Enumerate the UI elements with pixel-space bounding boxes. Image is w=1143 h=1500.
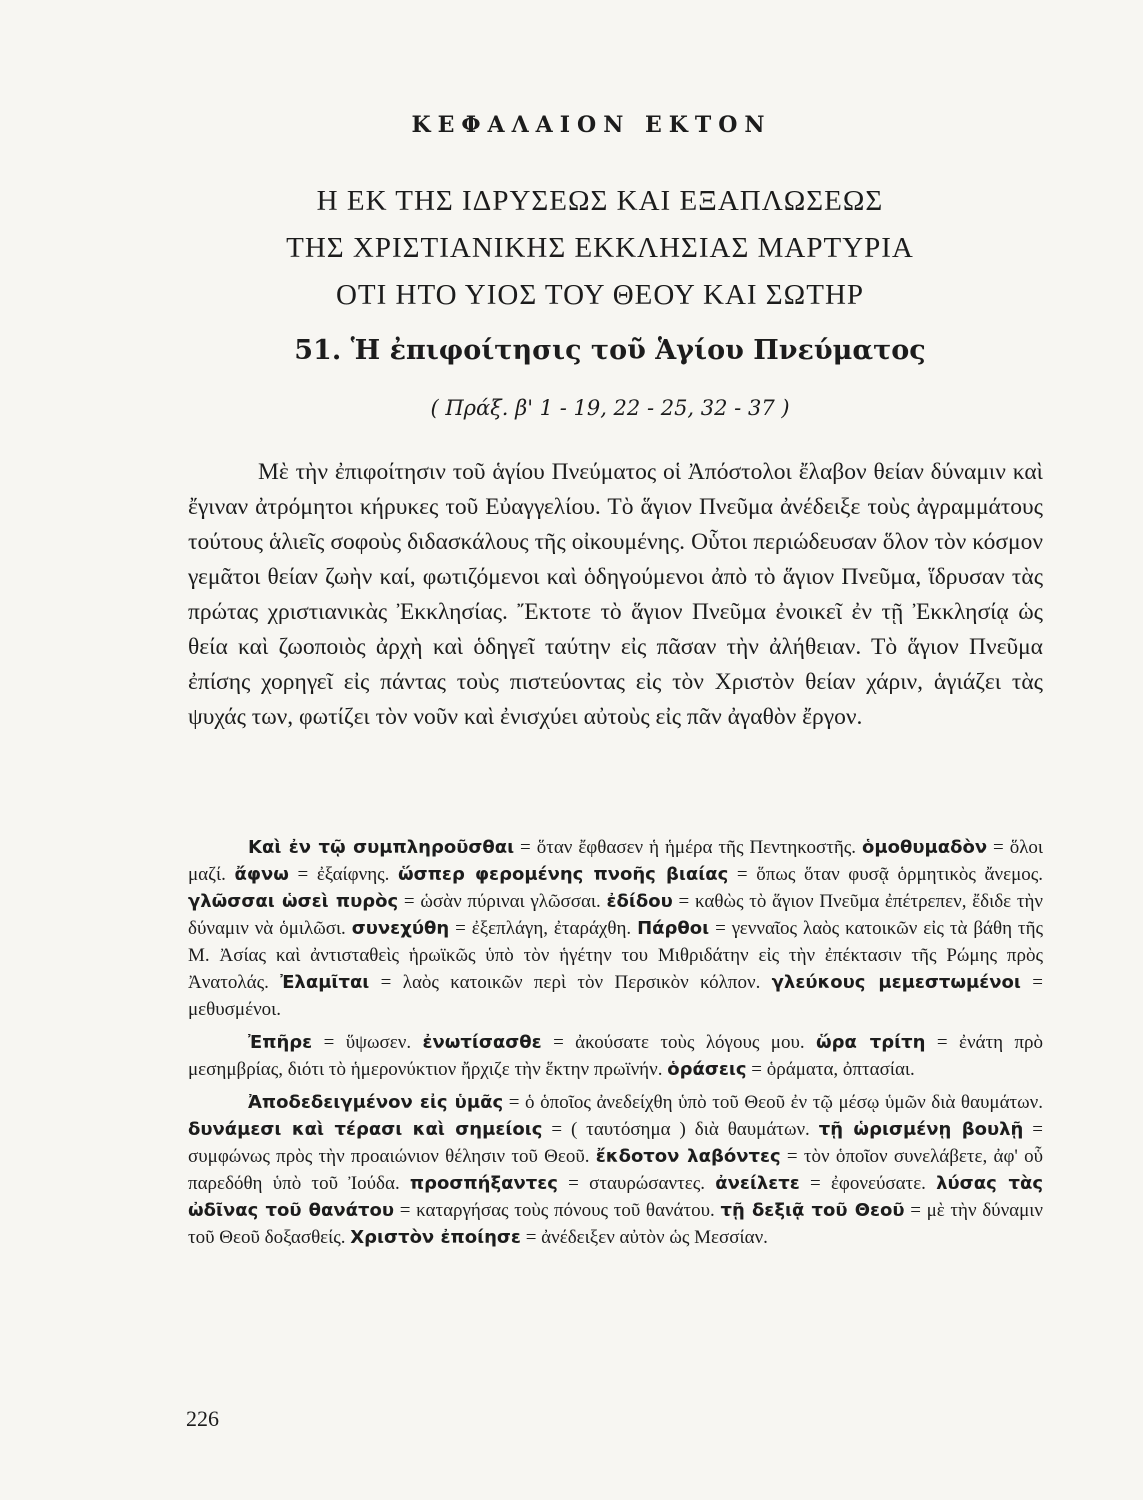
glossary-term: Καὶ ἐν τῷ συμπληροῦσθαι [248, 837, 515, 858]
main-paragraph: Μὲ τὴν ἐπιφοίτησιν τοῦ ἁγίου Πνεύματος οἱ Ἀπόστολοι ἔλαβον θείαν δύναμιν καὶ ἔγιναν ἀτρόμητοι κήρυκες τοῦ Εὐαγγελίου. Τὸ ἅγιον Πνεῦμα ἀνέδειξε τοὺς ἀγραμμάτους τούτους ἁλιεῖς σοφοὺς διδασκάλους τῆς οἰκουμένης. Οὗτοι περιώδευσαν ὅλον τὸν κόσμον γεμᾶτοι θείαν ζωὴν καί, φωτιζόμενοι καὶ ὁδηγούμενοι ἀπὸ τὸ ἅγιον Πνεῦμα, ἵδρυσαν τὰς πρώτας χριστιανικὰς Ἐκκλησίας. Ἔκτοτε τὸ ἅγιον Πνεῦμα ἐνοικεῖ ἐν τῇ Ἐκκλησίᾳ ὡς θεία καὶ ζωοποιὸς ἀρχὴ καὶ ὁδηγεῖ ταύτην εἰς πᾶσαν τὴν ἀλήθειαν. Τὸ ἅγιον Πνεῦμα ἐπίσης χορηγεῖ εἰς πάντας τοὺς πιστεύοντας εἰς τὸν Χριστὸν θείαν χάριν, ἁγιάζει τὰς ψυχάς των, φωτίζει τὸν νοῦν καὶ ἐνισχύει αὐτοὺς εἰς πᾶν ἀγαθὸν ἔργον. [188, 459, 1043, 730]
glossary-paragraph: Καὶ ἐν τῷ συμπληροῦσθαι = ὅταν ἔφθασεν ἡ ἡμέρα τῆς Πεντηκοστῆς. ὁμοθυμαδὸν = ὅλοι μαζί. ἄφνω = ἐξαίφνης. ὥσπερ φερομένης πνοῆς βιαίας = ὅπως ὅταν φυσᾷ ὁρμητικὸς ἄνεμος. γλῶσσαι ὡσεὶ πυρὸς = ὡσὰν πύριναι γλῶσσαι. ἐδίδου = καθὼς τὸ ἅγιον Πνεῦμα ἐπέτρεπεν, ἔδιδε τὴν δύναμιν νὰ ὁμιλῶσι. συνεχύθη = ἐξεπλάγη, ἐταράχθη. Πάρθοι = γενναῖος λαὸς κατοικῶν εἰς τὰ βάθη τῆς Μ. Ἀσίας καὶ ἀντισταθεὶς ἡρωϊκῶς ὑπὸ τὸν ἡγέτην του Μιθριδάτην εἰς τὴν ἐπέκτασιν τῆς Ρώμης πρὸς Ἀνατολάς. Ἐλαμῖται = λαὸς κατοικῶν περὶ τὸν Περσικὸν κόλπον. γλεύκους μεμεστωμένοι = μεθυσμένοι. [188, 837, 1044, 1020]
page-number: 226 [186, 1406, 219, 1431]
glossary-definition: λαὸς κατοικῶν περὶ τὸν Περσικὸν κόλπον. [402, 972, 761, 993]
glossary-definition: ( ταυτόσημα ) διὰ θαυμάτων. [570, 1119, 810, 1140]
glossary-term: δυνάμεσι καὶ τέρασι καὶ σημείοις [188, 1119, 543, 1140]
glossary-definition: ὅπως ὅταν φυσᾷ ὁρμητικὸς ἄνεμος. [756, 864, 1044, 885]
glossary-definition: συμφώνως πρὸς τὴν προαιώνιον θέλησιν τοῦ Θεοῦ. [188, 1146, 590, 1167]
glossary-definition: μὲ τὴν δύναμιν τοῦ Θεοῦ δοξασθείς. [188, 1200, 1044, 1248]
section-heading: 51. Ἡ ἐπιφοίτησις τοῦ Ἁγίου Πνεύματος [294, 335, 926, 366]
glossary-definition: ἐνάτη πρὸ μεσημβρίας, διότι τὸ ἡμερονύκτιον ἤρχιζε τὴν ἕκτην πρωϊνήν. [188, 1032, 1044, 1080]
glossary-definition: καθὼς τὸ ἅγιον Πνεῦμα ἐπέτρεπεν, ἔδιδε τὴν δύναμιν νὰ ὁμιλῶσι. [188, 891, 1044, 939]
glossary-definition: γενναῖος λαὸς κατοικῶν εἰς τὰ βάθη τῆς Μ. Ἀσίας καὶ ἀντισταθεὶς ἡρωϊκῶς ὑπὸ τὸν ἡγέτην του Μιθριδάτην εἰς τὴν ἐπέκτασιν τῆς Ρώμης πρὸς Ἀνατολάς. [188, 918, 1044, 993]
chapter-title-line: ΤΗΣ ΧΡΙΣΤΙΑΝΙΚΗΣ ΕΚΚΛΗΣΙΑΣ ΜΑΡΤΥΡΙΑ [286, 232, 914, 264]
glossary-paragraph: Ἀποδεδειγμένον εἰς ὑμᾶς = ὁ ὁποῖος ἀνεδείχθη ὑπὸ τοῦ Θεοῦ ἐν τῷ μέσῳ ὑμῶν διὰ θαυμάτων. δυνάμεσι καὶ τέρασι καὶ σημείοις = ( ταυτόσημα ) διὰ θαυμάτων. τῇ ὡρισμένῃ βουλῇ = συμφώνως πρὸς τὴν προαιώνιον θέλησιν τοῦ Θεοῦ. ἔκδοτον λαβόντες = τὸν ὁποῖον συνελάβετε, ἀφ' οὗ παρεδόθη ὑπὸ τοῦ Ἰούδα. προσπήξαντες = σταυρώσαντες. ἀνείλετε = ἐφονεύσατε. λύσας τὰς ὠδῖνας τοῦ θανάτου = καταργήσας τοὺς πόνους τοῦ θανάτου. τῇ δεξιᾷ τοῦ Θεοῦ = μὲ τὴν δύναμιν τοῦ Θεοῦ δοξασθείς. Χριστὸν ἐποίησε = ἀνέδειξεν αὐτὸν ὡς Μεσσίαν. [188, 1092, 1044, 1248]
glossary-definition: ἀνέδειξεν αὐτὸν ὡς Μεσσίαν. [541, 1227, 768, 1248]
glossary-term: ὥσπερ φερομένης πνοῆς βιαίας [398, 864, 729, 885]
glossary-definition: ὅταν ἔφθασεν ἡ ἡμέρα τῆς Πεντηκοστῆς. [536, 837, 857, 858]
glossary-term: προσπήξαντες [409, 1173, 558, 1194]
glossary-notes [188, 834, 1043, 1257]
glossary-term: συνεχύθη [351, 918, 450, 939]
glossary-definition: ὕψωσεν. [345, 1032, 412, 1053]
glossary-term: Πάρθοι [637, 918, 710, 939]
glossary-paragraph: Ἐπῆρε = ὕψωσεν. ἐνωτίσασθε = ἀκούσατε τοὺς λόγους μου. ὥρα τρίτη = ἐνάτη πρὸ μεσημβρίας, διότι τὸ ἡμερονύκτιον ἤρχιζε τὴν ἕκτην πρωϊνήν. ὁράσεις = ὁράματα, ὀπτασίαι. [188, 1032, 1044, 1080]
glossary-definition: ὁράματα, ὀπτασίαι. [766, 1059, 915, 1080]
glossary-term: Ἐλαμῖται [280, 972, 370, 993]
glossary-definition: σταυρώσαντες. [589, 1173, 705, 1194]
glossary-term: Χριστὸν ἐποίησε [350, 1227, 521, 1248]
glossary-term: ἀνείλετε [715, 1173, 800, 1194]
glossary-term: ὥρα τρίτη [816, 1032, 926, 1053]
chapter-title-line: Η ΕΚ ΤΗΣ ΙΔΡΥΣΕΩΣ ΚΑΙ ΕΞΑΠΛΩΣΕΩΣ [316, 185, 884, 217]
glossary-definition: καταργήσας τοὺς πόνους τοῦ θανάτου. [416, 1200, 715, 1221]
glossary-definition: ἐφονεύσατε. [830, 1173, 926, 1194]
glossary-term: λύσας τὰς ὠδῖνας τοῦ θανάτου [188, 1173, 1043, 1221]
glossary-term: τῇ δεξιᾷ τοῦ Θεοῦ [720, 1200, 905, 1221]
glossary-definition: τὸν ὁποῖον συνελάβετε, ἀφ' οὗ παρεδόθη ὑπὸ τοῦ Ἰούδα. [188, 1146, 1044, 1194]
glossary-term: γλεύκους μεμεστωμένοι [771, 972, 1021, 993]
chapter-title [150, 178, 1050, 319]
glossary-definition: ἐξεπλάγη, ἐταράχθη. [471, 918, 632, 939]
main-text [188, 455, 1043, 735]
glossary-definition: ὅλοι μαζί. [188, 837, 1044, 885]
glossary-term: γλῶσσαι ὡσεὶ πυρὸς [188, 891, 399, 912]
glossary-term: Ἀποδεδειγμένον εἰς ὑμᾶς [248, 1092, 504, 1113]
glossary-term: τῇ ὡρισμένῃ βουλῇ [818, 1119, 1024, 1140]
glossary-definition: ὁ ὁποῖος ἀνεδείχθη ὑπὸ τοῦ Θεοῦ ἐν τῷ μέσῳ ὑμῶν διὰ θαυμάτων. [525, 1092, 1044, 1113]
glossary-term: ὁράσεις [667, 1059, 747, 1080]
glossary-term: ἐδίδου [606, 891, 673, 912]
chapter-label: ΚΕΦΑΛΑΙΟΝ ΕΚΤΟΝ [411, 112, 772, 138]
glossary-term: ἐνωτίσασθε [422, 1032, 542, 1053]
chapter-title-line: ΟΤΙ ΗΤΟ ΥΙΟΣ ΤΟΥ ΘΕΟΥ ΚΑΙ ΣΩΤΗΡ [335, 279, 865, 311]
glossary-definition: μεθυσμένοι. [188, 999, 282, 1020]
scripture-reference: ( Πράξ. β' 1 - 19, 22 - 25, 32 - 37 ) [430, 396, 790, 420]
glossary-term: ἄφνω [234, 864, 289, 885]
glossary-term: ἔκδοτον λαβόντες [595, 1146, 781, 1167]
glossary-definition: ὡσὰν πύριναι γλῶσσαι. [420, 891, 601, 912]
glossary-term: Ἐπῆρε [248, 1032, 313, 1053]
glossary-definition: ἐξαίφνης. [316, 864, 390, 885]
glossary-definition: ἀκούσατε τοὺς λόγους μου. [575, 1032, 805, 1053]
glossary-term: ὁμοθυμαδὸν [862, 837, 988, 858]
